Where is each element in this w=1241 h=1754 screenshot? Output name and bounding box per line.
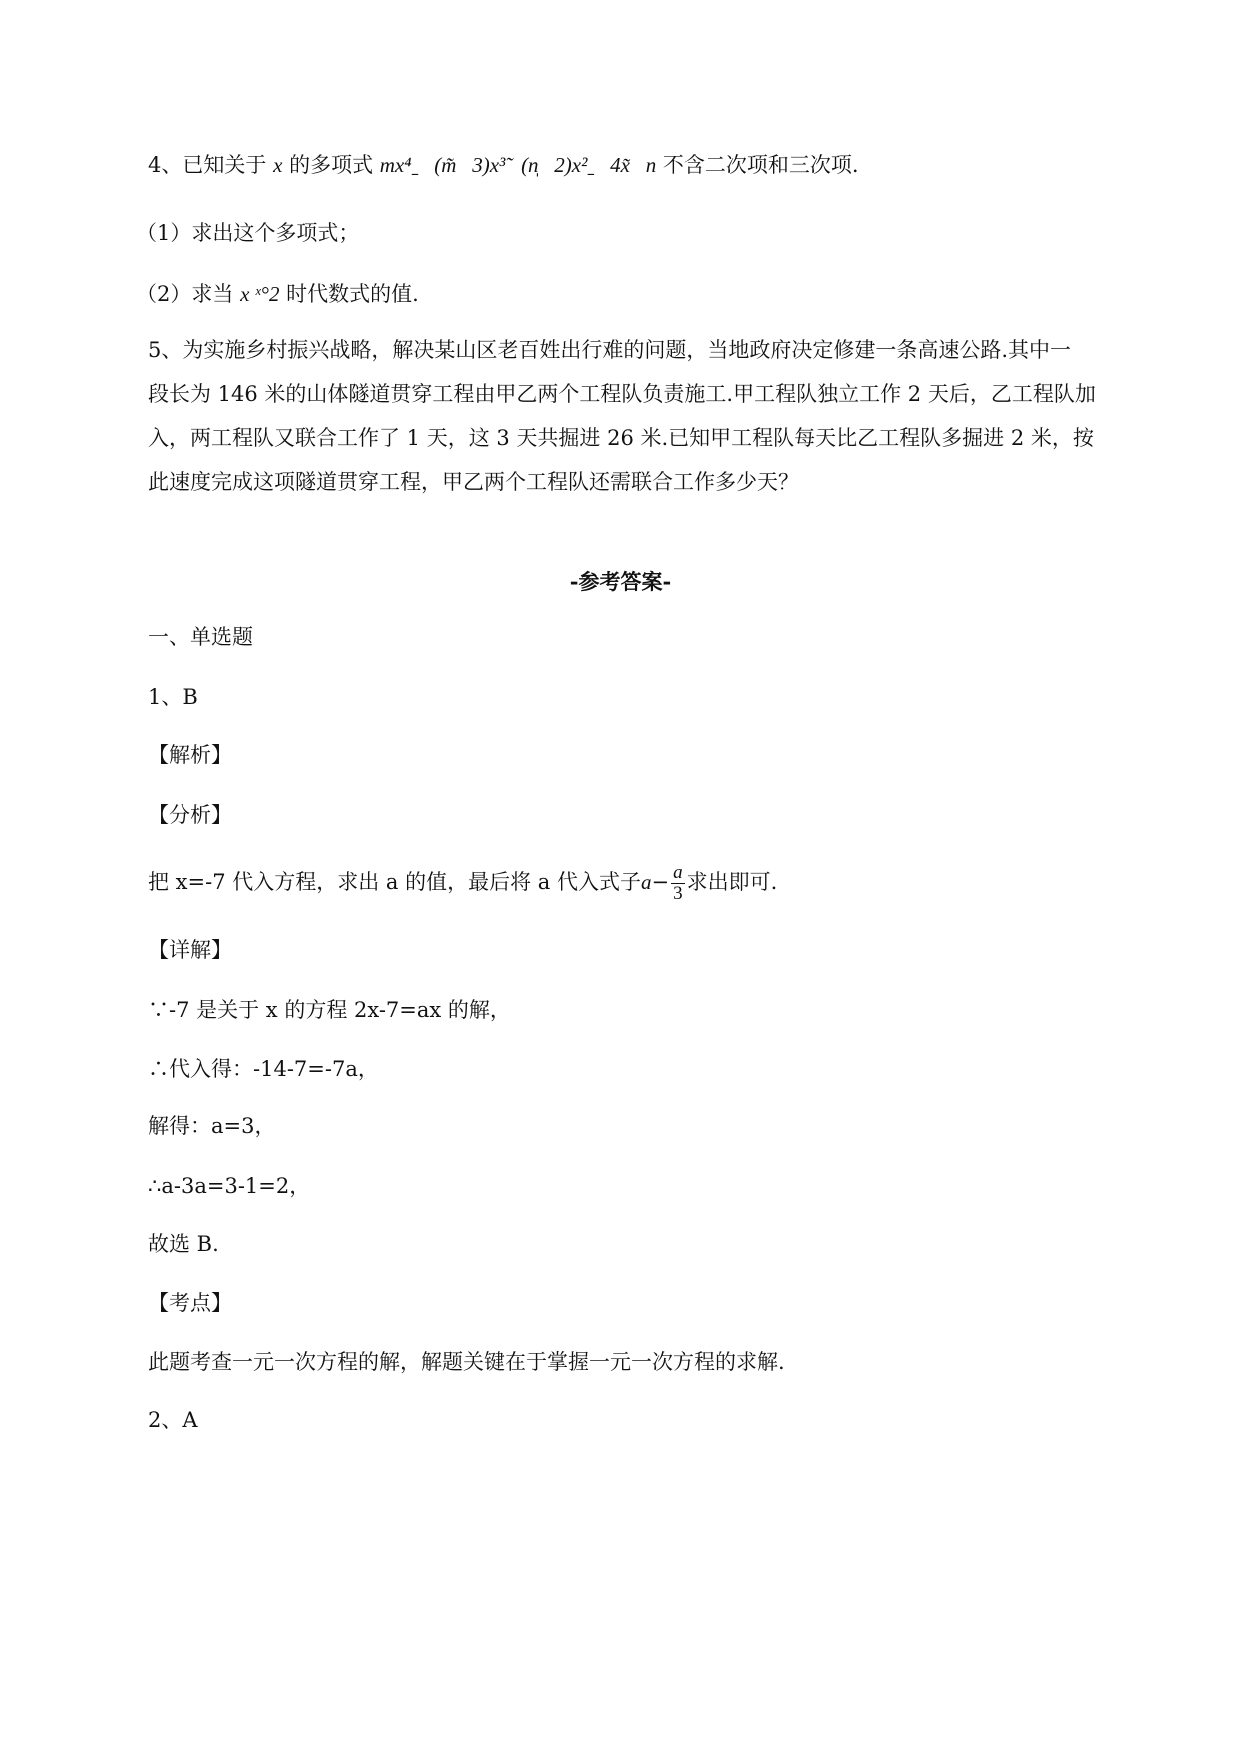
- q4-part2-expr: x ˣ°2: [240, 282, 280, 306]
- q4-middle: 的多项式: [289, 153, 374, 177]
- answer-2: 2、A: [148, 1408, 198, 1432]
- question-5: [148, 328, 1148, 504]
- detail-label: 【详解】: [148, 938, 232, 962]
- analysis-label: 【解析】: [148, 743, 232, 767]
- q4-part1: （1）求出这个多项式；: [136, 221, 360, 245]
- q4-var: x: [273, 153, 283, 177]
- fenxi-text: [148, 862, 777, 904]
- q5-line-3: 入，两工程队又联合工作了 1 天，这 3 天共掘进 26 米.已知甲工程队每天比乙工程队多掘进 2 米，按: [148, 426, 1094, 450]
- fenxi-expr-a: a: [641, 870, 652, 894]
- q5-line-4: 此速度完成这项隧道贯穿工程，甲乙两个工程队还需联合工作多少天？: [148, 470, 799, 494]
- q4-suffix: 不含二次项和三次项.: [662, 153, 859, 177]
- fenxi-label: 【分析】: [148, 803, 232, 827]
- fraction-numerator: a: [673, 862, 683, 883]
- fenxi-suffix: 求出即可.: [686, 870, 778, 894]
- detail-line-2: ∴代入得：-14-7=-7a，: [148, 1057, 379, 1081]
- detail-line-4: ∴a-3a=3-1=2，: [148, 1174, 311, 1198]
- fenxi-fraction: [671, 863, 685, 904]
- q4-part2: [136, 279, 419, 309]
- detail-line-3: 解得：a=3，: [148, 1114, 276, 1138]
- detail-line-5: 故选 B.: [148, 1232, 219, 1256]
- fraction-denominator: 3: [673, 883, 683, 904]
- section-title: 一、单选题: [148, 625, 253, 649]
- answers-heading: -参考答案-: [569, 569, 672, 594]
- question-4: [148, 150, 859, 180]
- q4-expression: mx⁴ˍ (m̃ 3)x³̃ (n̩ 2)x²ˍ 4x̃ n: [379, 153, 657, 177]
- fenxi-prefix: 把 x=-7 代入方程，求出 a 的值，最后将 a 代入式子: [148, 870, 641, 894]
- detail-line-1: ∵-7 是关于 x 的方程 2x-7=ax 的解，: [148, 998, 511, 1022]
- answer-1: 1、B: [148, 685, 198, 709]
- kaodian-label: 【考点】: [148, 1291, 232, 1315]
- q5-line-2: 段长为 146 米的山体隧道贯穿工程由甲乙两个工程队负责施工.甲工程队独立工作 2 天后，乙工程队加: [148, 382, 1096, 406]
- q4-part2-prefix: （2）求当: [136, 282, 234, 306]
- kaodian-text: 此题考查一元一次方程的解，解题关键在于掌握一元一次方程的求解.: [148, 1350, 785, 1374]
- fenxi-expr-minus: −: [651, 870, 670, 894]
- q4-prefix: 4、已知关于: [148, 153, 267, 177]
- q5-line-1: 5、为实施乡村振兴战略，解决某山区老百姓出行难的问题，当地政府决定修建一条高速公路.其中一: [148, 338, 1072, 362]
- q4-part2-suffix: 时代数式的值.: [286, 282, 419, 306]
